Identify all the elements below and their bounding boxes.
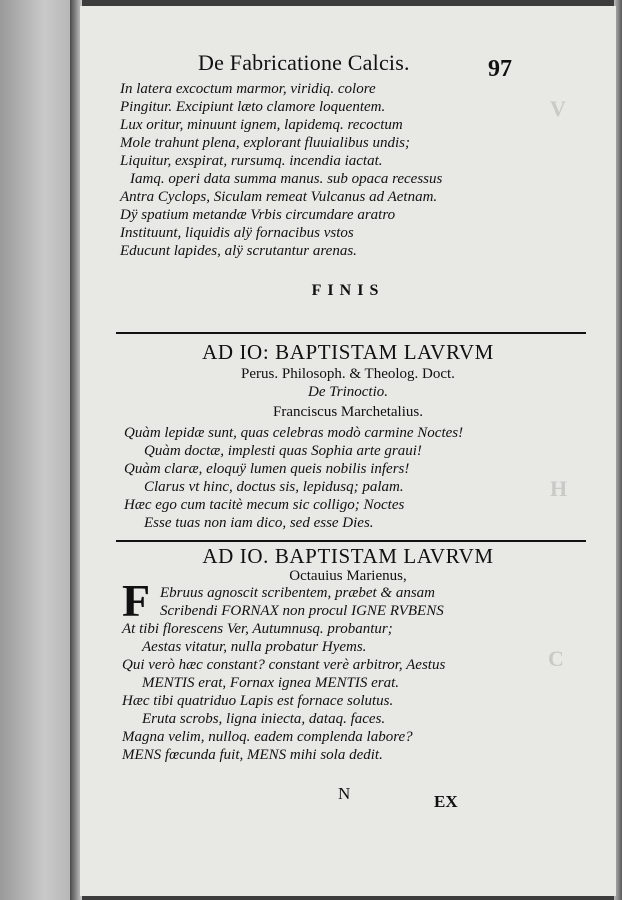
verse-line: Ebruus agnoscit scribentem, præbet & ansam bbox=[160, 585, 435, 601]
show-through-mark: H bbox=[550, 476, 568, 501]
verse-line: Instituunt, liquidis alÿ fornacibus vstos bbox=[120, 225, 354, 241]
verse-line: Pingitur. Excipiunt læto clamore loquentem. bbox=[120, 99, 386, 115]
epigram-subject: De Trinoctio. bbox=[307, 384, 388, 400]
epigram-1-verses bbox=[124, 424, 594, 532]
show-through-mark: V bbox=[550, 96, 566, 121]
verse-line: Liquitur, exspirat, rursumq. incendia iactat. bbox=[120, 153, 383, 169]
dedicatee-title: Perus. Philosoph. & Theolog. Doct. bbox=[241, 366, 455, 382]
finis-mark: FINIS bbox=[311, 282, 385, 299]
verse-line: Esse tuas non iam dico, sed esse Dies. bbox=[144, 515, 374, 531]
verse-line: Magna velim, nulloq. eadem complenda labore? bbox=[122, 729, 413, 745]
section-rule bbox=[116, 540, 586, 542]
verse-line: Quàm lepidæ sunt, quas celebras modò carmine Noctes! bbox=[124, 425, 464, 441]
verse-line: At tibi florescens Ver, Autumnusq. probantur; bbox=[122, 621, 393, 637]
verse-line: Lux oritur, minuunt ignem, lapidemq. recoctum bbox=[120, 117, 403, 133]
verse-line: Iamq. operi data summa manus. sub opaca recessus bbox=[130, 171, 443, 187]
facing-page-edge bbox=[0, 0, 74, 900]
poem-ending bbox=[120, 80, 590, 260]
verse-line: Qui verò hæc constant? constant verè arbitror, Aestus bbox=[122, 657, 446, 673]
catchword: N bbox=[338, 784, 351, 803]
verse-line: Mole trahunt plena, explorant fluuialibus undis; bbox=[120, 135, 410, 151]
epigram-author: Octauius Marienus, bbox=[289, 568, 407, 584]
epigram-author: Franciscus Marchetalius. bbox=[273, 404, 423, 420]
verse-line: MENTIS erat, Fornax ignea MENTIS erat. bbox=[142, 675, 400, 691]
verse-line: MENS fœcunda fuit, MENS mihi sola dedit. bbox=[122, 747, 383, 763]
verse-line: Quàm claræ, eloquÿ lumen queis nobilis infers! bbox=[124, 461, 410, 477]
verse-line: In latera excoctum marmor, viridiq. colore bbox=[120, 81, 376, 97]
section-rule bbox=[116, 332, 586, 334]
verse-line: Educunt lapides, alÿ scrutantur arenas. bbox=[120, 243, 357, 259]
page-number: 97 bbox=[488, 56, 512, 82]
verse-line: Aestas vitatur, nulla probatur Hyems. bbox=[142, 639, 367, 655]
show-through-mark: C bbox=[548, 646, 564, 671]
epigram-heading: AD IO: BAPTISTAM LAVRVM bbox=[202, 340, 494, 364]
book-page bbox=[80, 6, 616, 896]
signature-mark: EX bbox=[434, 792, 458, 811]
verse-line: Antra Cyclops, Siculam remeat Vulcanus ad Aetnam. bbox=[120, 189, 438, 205]
verse-line: Hæc tibi quatriduo Lapis est fornace solutus. bbox=[122, 693, 394, 709]
verse-line: Eruta scrobs, ligna iniecta, dataq. faces. bbox=[142, 711, 386, 727]
verse-line: Clarus vt hinc, doctus sis, lepidusq; palam. bbox=[144, 479, 404, 495]
drop-cap: F bbox=[122, 575, 151, 626]
epigram-heading: AD IO. BAPTISTAM LAVRVM bbox=[202, 544, 494, 568]
verse-line: Quàm doctæ, implesti quas Sophia arte graui! bbox=[144, 443, 422, 459]
verse-line: Dÿ spatium metandæ Vrbis circumdare aratro bbox=[120, 207, 396, 223]
verse-line: Hæc ego cum tacitè mecum sic colligo; Noctes bbox=[124, 497, 405, 513]
running-title: De Fabricatione Calcis. bbox=[198, 50, 410, 75]
verse-line: Scribendi FORNAX non procul IGNE RVBENS bbox=[160, 603, 444, 619]
